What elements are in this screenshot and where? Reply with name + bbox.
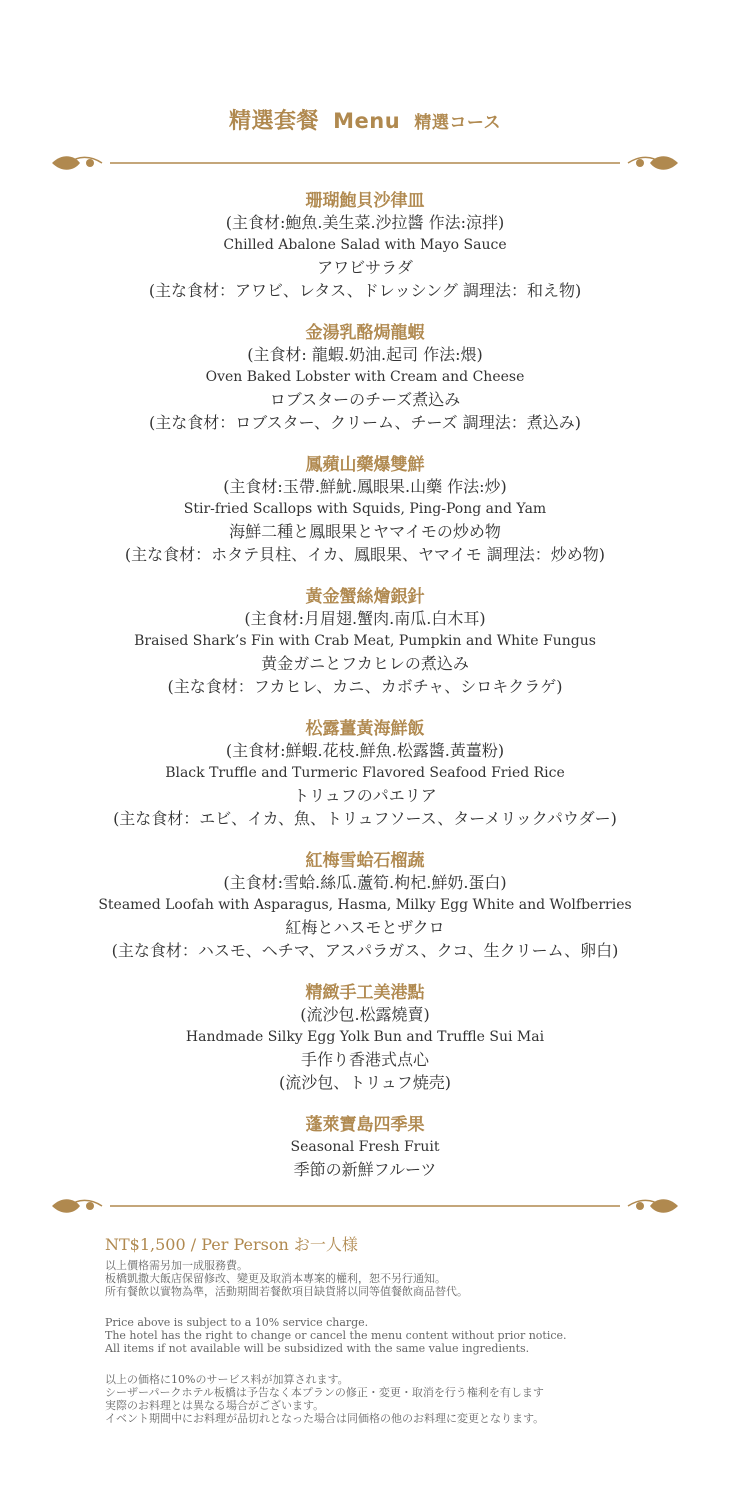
dish-name-zh: 蓬萊寶島四季果 [305,1115,425,1135]
dish-ingredients-zh: (主食材:月眉翅.蟹肉.南瓜.白木耳) [244,609,486,628]
dish-name-en: Braised Shark’s Fin with Crab Meat, Pumpkin and White Fungus [134,633,596,649]
dish-ingredients-zh: (主食材: 龍蝦.奶油.起司 作法:煨) [247,345,483,364]
dish-name-zh: 鳳蘋山藥爆雙鮮 [305,455,425,475]
dish-name-zh: 珊瑚鮑貝沙律皿 [305,191,425,211]
notes-en [105,1316,665,1355]
price-label: NT$1,500 / Per Person お一人様 [105,1235,358,1254]
notes-zh [105,1259,665,1298]
dish-ingredients-zh: (主食材:玉帶.鮮魷.鳳眼果.山藥 作法:炒) [223,477,507,496]
dish-ingredients-jp: (主な食材：ハスモ、ヘチマ、アスパラガス、クコ、生クリーム、卵白) [111,941,619,960]
dish-name-jp: 黄金ガニとフカヒレの煮込み [261,654,469,673]
dish-item [0,982,730,1094]
dish-ingredients-zh: (流沙包.松露燒賣) [300,1005,430,1024]
dish-name-zh: 松露薑黃海鮮飯 [305,719,425,739]
dish-ingredients-jp: (主な食材：フカヒレ、カニ、カボチャ、シロキクラゲ) [167,677,563,696]
note-line: 所有餐飲以實物為準，活動期間若餐飲項目缺貨將以同等值餐飲商品替代。 [105,1285,468,1298]
note-line: 実際のお料理とは異なる場合がございます。 [105,1399,325,1412]
dish-name-en: Black Truffle and Turmeric Flavored Seafood Fried Rice [165,765,565,781]
dish-ingredients-jp: (主な食材：ホタテ貝柱、イカ、鳳眼果、ヤマイモ 調理法：炒め物) [124,545,606,564]
dish-name-jp: 季節の新鮮フルーツ [293,1160,437,1179]
dish-name-en: Stir-fried Scallops with Squids, Ping-Pong and Yam [183,501,547,517]
dish-item [0,586,730,698]
title-en: Menu [333,109,401,133]
dish-item [0,190,730,302]
dish-name-jp: ロブスターのチーズ煮込み [269,390,461,409]
dish-name-jp: 海鮮二種と鳳眼果とヤマイモの炒め物 [229,522,501,541]
dish-name-zh: 紅梅雪蛤石榴蔬 [305,851,425,871]
dish-item [0,718,730,830]
dish-name-en: Seasonal Fresh Fruit [290,1139,440,1155]
dish-ingredients-zh: (主食材:鮮蝦.花枝.鮮魚.松露醬.黃薑粉) [225,741,505,760]
dish-name-zh: 精緻手工美港點 [305,983,425,1003]
bottom-ornament-divider [50,1194,680,1218]
dish-name-zh: 黃金蟹絲燴銀針 [305,587,425,607]
note-line: 以上の価格に10%のサービス料が加算されます。 [105,1373,349,1386]
top-ornament-divider [50,151,680,175]
menu-title [0,104,730,135]
notes-section [105,1232,665,1443]
dish-ingredients-jp: (流沙包、トリュフ焼売) [278,1073,451,1092]
dish-name-jp: 手作り香港式点心 [300,1050,429,1069]
dish-item [0,454,730,566]
dish-name-jp: トリュフのパエリア [293,786,437,805]
dish-item [0,850,730,962]
title-jp: 精選コース [414,113,502,133]
note-line: The hotel has the right to change or cancel the menu content without prior notice. [105,1329,567,1342]
dish-ingredients-jp: (主な食材：エビ、イカ、魚、トリュフソース、ターメリックパウダー) [113,809,617,828]
note-line: イベント期間中にお料理が品切れとなった場合は同価格の他のお料理に変更となります。 [105,1412,545,1425]
dish-name-en: Chilled Abalone Salad with Mayo Sauce [223,237,507,253]
dish-item [0,1114,730,1181]
dish-list [0,190,730,1201]
note-line: 以上價格需另加一成服務費。 [105,1259,248,1272]
note-line: シーザーパークホテル板橋は予告なく本プランの修正・変更・取消を行う権利を有します [105,1386,544,1399]
note-line: 板橋凱撒大飯店保留修改、變更及取消本專案的權利，恕不另行通知。 [105,1272,446,1285]
dish-name-en: Handmade Silky Egg Yolk Bun and Truffle Sui Mai [185,1029,545,1045]
dish-ingredients-jp: (主な食材：ロブスター、クリーム、チーズ 調理法：煮込み) [149,413,581,432]
dish-ingredients-zh: (主食材:雪蛤.絲瓜.蘆筍.枸杞.鮮奶.蛋白) [223,873,507,892]
dish-name-jp: アワビサラダ [317,258,413,277]
note-line: All items if not available will be subsidized with the same value ingredients. [105,1342,530,1355]
dish-item [0,322,730,434]
title-zh: 精選套餐 [228,109,319,134]
note-line: Price above is subject to a 10% service charge. [105,1316,369,1329]
dish-ingredients-jp: (主な食材：アワビ、レタス、ドレッシング 調理法：和え物) [148,281,582,300]
dish-name-jp: 紅梅とハスモとザクロ [285,918,445,937]
dish-name-zh: 金湯乳酪焗龍蝦 [305,323,425,343]
dish-name-en: Steamed Loofah with Asparagus, Hasma, Milky Egg White and Wolfberries [98,897,632,913]
dish-ingredients-zh: (主食材:鮑魚.美生菜.沙拉醬 作法:涼拌) [225,213,505,232]
notes-jp [105,1373,665,1425]
dish-name-en: Oven Baked Lobster with Cream and Cheese [205,369,525,385]
